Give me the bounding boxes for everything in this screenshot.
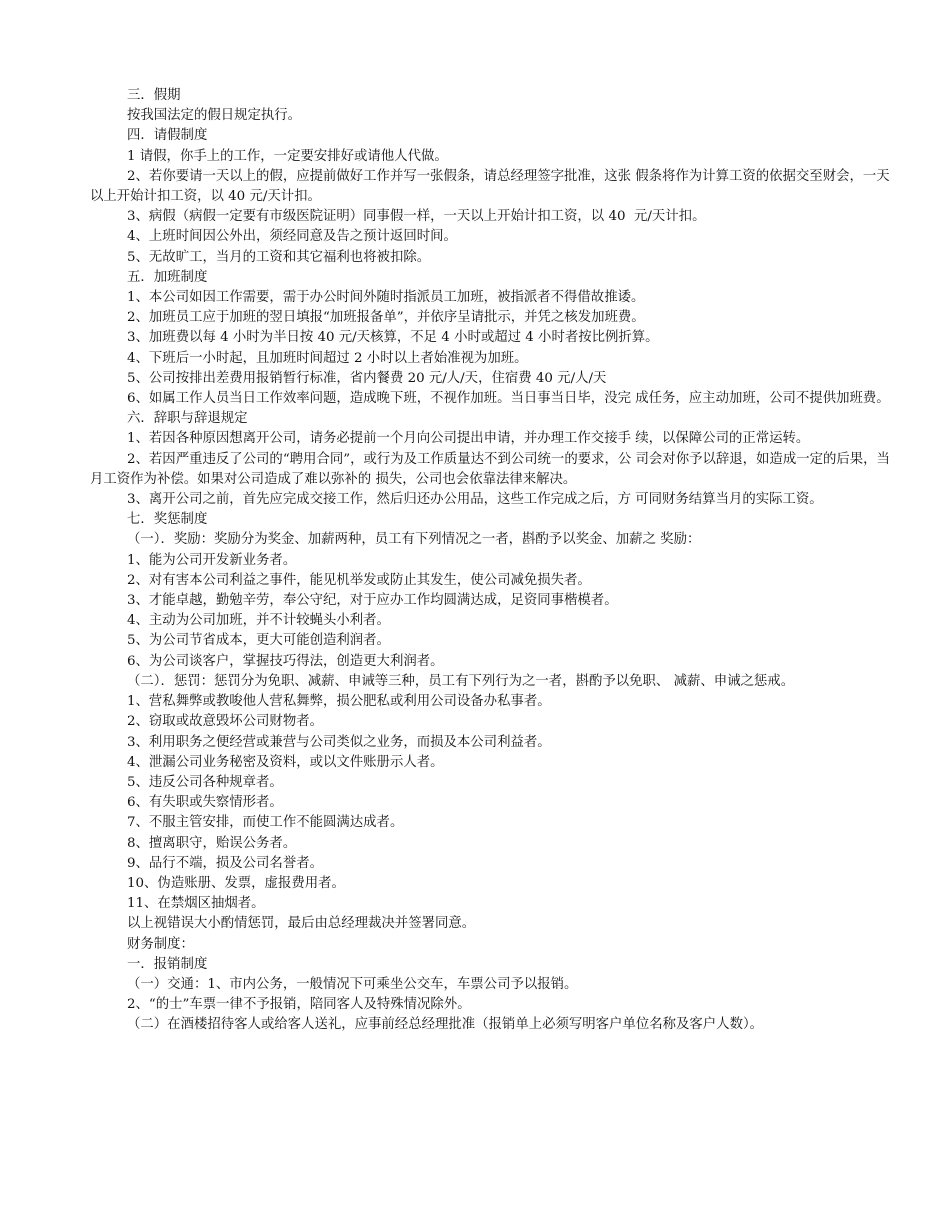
document-line: （二）．惩罚：惩罚分为免职、减薪、申诫等三种，员工有下列行为之一者，斟酌予以免职、 减薪、申诫之惩戒。: [127, 673, 795, 689]
document-line: 9、品行不端，损及公司名誉者。: [127, 855, 323, 871]
document-line: 3、才能卓越，勤勉辛劳，奉公守纪，对于应办工作均圆满达成，足资同事楷模者。: [127, 593, 618, 609]
document-line: 以上视错误大小酌情惩罚，最后由总经理裁决并签署同意。: [127, 916, 476, 932]
document-line: 3、加班费以每 4 小时为半日按 40 元/天核算，不足 4 小时或超过 4 小时者按比例折算。: [127, 330, 659, 346]
document-line: 5、无故旷工，当月的工资和其它福利也将被扣除。: [127, 249, 431, 265]
document-line: 四．请假制度: [127, 128, 208, 144]
document-line: 五．加班制度: [127, 269, 208, 285]
document-line: 1、若因各种原因想离开公司，请务必提前一个月向公司提出申请，并办理工作交接手 续，以保障公司的正常运转。: [127, 431, 810, 447]
document-line: 11、在禁烟区抽烟者。: [127, 896, 265, 912]
document-line: 2、窃取或故意毁坏公司财物者。: [127, 714, 323, 730]
document-line: 5、违反公司各种规章者。: [127, 774, 283, 790]
document-line: 7、不服主管安排，而使工作不能圆满达成者。: [127, 815, 404, 831]
document-line: 1 请假，你手上的工作，一定要安排好或请他人代做。: [127, 148, 448, 164]
document-line: 3、离开公司之前，首先应完成交接工作，然后归还办公用品，这些工作完成之后，方 可同财务结算当月的实际工资。: [127, 492, 823, 508]
document-line: 六．辞职与辞退规定: [127, 411, 248, 427]
document-line: 3、病假（病假一定要有市级医院证明）同事假一样，一天以上开始计扣工资，以 40 元/天计扣。: [127, 209, 706, 225]
document-line: 2、若你要请一天以上的假，应提前做好工作并写一张假条，请总经理签字批准，这张 假条将作为计算工资的依据交至财会，一天以上开始计扣工资，以 40 元/天计扣。: [90, 168, 890, 205]
document-line: 6、如属工作人员当日工作效率问题，造成晚下班，不视作加班。当日事当日毕，没完 成任务，应主动加班，公司不提供加班费。: [127, 391, 890, 407]
document-line: 3、利用职务之便经营或兼营与公司类似之业务，而损及本公司利益者。: [127, 734, 551, 750]
document-line: （一）交通：1、市内公务，一般情况下可乘坐公交车，车票公司予以报销。: [127, 976, 578, 992]
document-line: 8、擅离职守，贻误公务者。: [127, 835, 297, 851]
document-line: 2、对有害本公司利益之事件，能见机举发或防止其发生，使公司减免损失者。: [127, 572, 591, 588]
document-line: 5、公司按排出差费用报销暂行标准，省内餐费 20 元/人/天，住宿费 40 元/人/天: [127, 370, 607, 386]
document-line: 4、泄漏公司业务秘密及资料，或以文件账册示人者。: [127, 754, 444, 770]
document-line: 6、为公司谈客户，掌握技巧得法，创造更大利润者。: [127, 653, 444, 669]
document-line: 2、加班员工应于加班的翌日填报“加班报备单”，并依序呈请批示，并凭之核发加班费。: [127, 310, 645, 326]
document-line: 2、“的士”车票一律不予报销，陪同客人及特殊情况除外。: [127, 997, 471, 1013]
document-line: 1、营私舞弊或教唆他人营私舞弊，损公肥私或利用公司设备办私事者。: [127, 694, 551, 710]
document-line: 财务制度：: [127, 936, 194, 952]
document-line: （一）．奖励：奖励分为奖金、加薪两种，员工有下列情况之一者，斟酌予以奖金、加薪之 奖励：: [127, 532, 701, 548]
document-line: 2、若因严重违反了公司的“聘用合同”，或行为及工作质量达不到公司统一的要求，公 司会对你予以辞退，如造成一定的后果，当月工资作为补偿。如果对公司造成了难以弥补的 损失，公司也会依靠法律来解决。: [90, 451, 890, 487]
document-line: 1、本公司如因工作需要，需于办公时间外随时指派员工加班，被指派者不得借故推诿。: [127, 290, 645, 306]
document-line: 6、有失职或失察情形者。: [127, 795, 283, 811]
document-line: 4、下班后一小时起，且加班时间超过 2 小时以上者始准视为加班。: [127, 350, 528, 366]
document-line: 三．假期: [127, 88, 181, 103]
document-body: [90, 86, 890, 1036]
document-line: （二）在酒楼招待客人或给客人送礼，应事前经总经理批准（报销单上必须写明客户单位名称及客户人数）。: [127, 1017, 764, 1033]
document-line: 4、主动为公司加班，并不计较蝇头小利者。: [127, 613, 390, 629]
document-line: 一．报销制度: [127, 956, 208, 972]
document-line: 七．奖惩制度: [127, 512, 208, 528]
document-line: 4、上班时间因公外出，须经同意及告之预计返回时间。: [127, 229, 457, 245]
document-line: 10、伪造账册、发票，虚报费用者。: [127, 875, 345, 891]
document-line: 1、能为公司开发新业务者。: [127, 552, 297, 568]
document-line: 按我国法定的假日规定执行。: [127, 108, 302, 124]
document-line: 5、为公司节省成本，更大可能创造利润者。: [127, 633, 390, 649]
